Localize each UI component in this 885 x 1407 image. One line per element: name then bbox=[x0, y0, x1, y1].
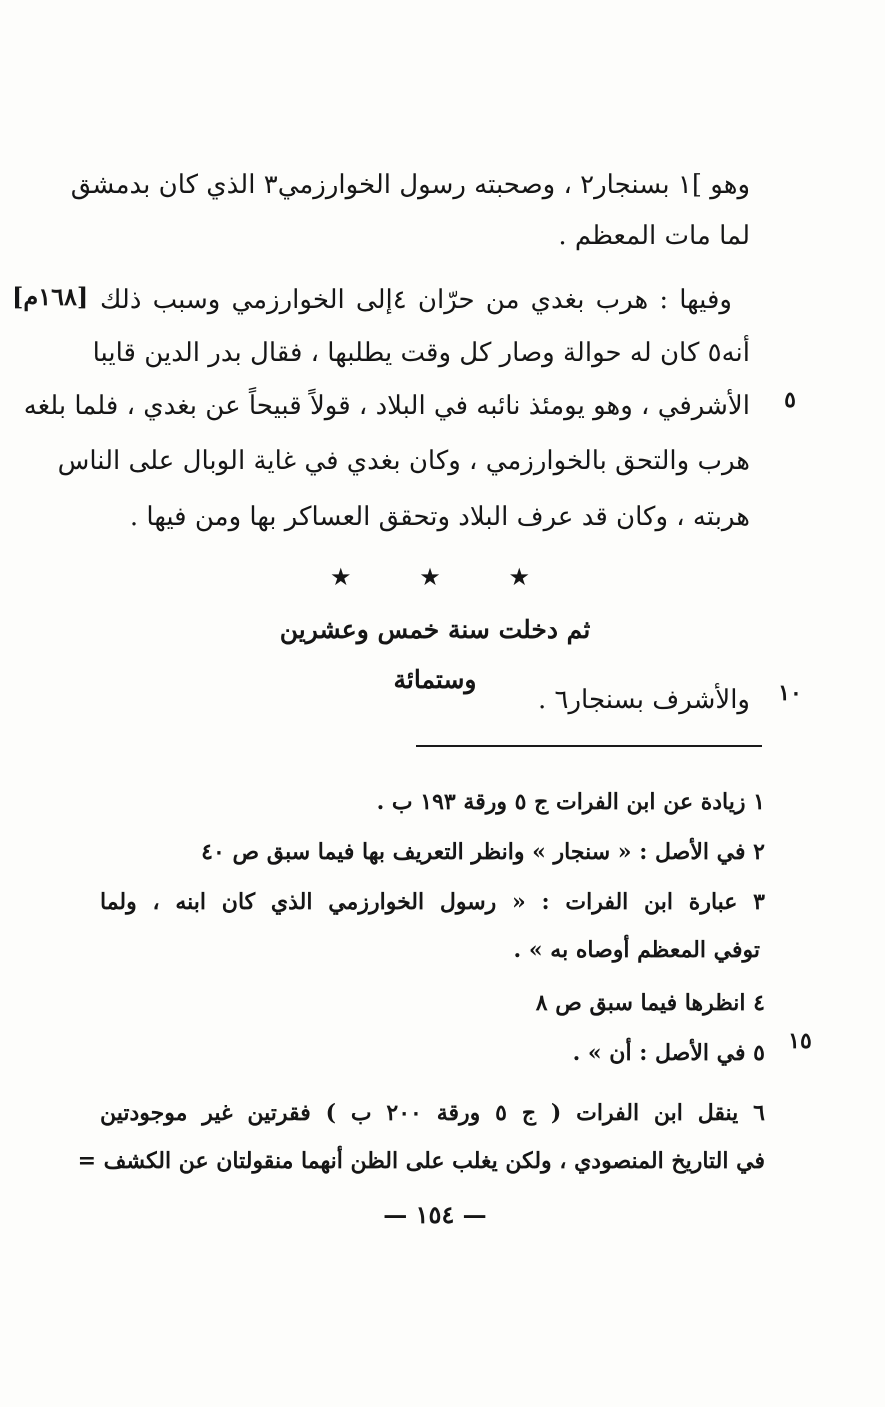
page-number: — ١٥٤ — bbox=[383, 1200, 487, 1229]
footnote-6: ٦ ينقل ابن الفرات ( ج ٥ ورقة ٢٠٠ ب ) فقرتين غير موجودتين bbox=[100, 1100, 765, 1126]
body-line-4: أنه٥ كان له حوالة وصار كل وقت يطلبها ، فقال بدر الدين قايبا bbox=[92, 338, 750, 368]
footnote-2: ٢ في الأصل : « سنجار » وانظر التعريف بها فيما سبق ص ٤٠ bbox=[201, 839, 765, 865]
line-number-15: ١٥ bbox=[788, 1028, 812, 1054]
star-icon: ★ bbox=[508, 563, 530, 591]
section-line: والأشرف بسنجار٦ . bbox=[538, 685, 750, 715]
folio-marker: [١٦٨م] bbox=[12, 282, 89, 311]
body-line-5: الأشرفي ، وهو يومئذ نائبه في البلاد ، قولاً قبيحاً عن بغدي ، فلما بلغه bbox=[23, 391, 750, 421]
body-line-2: لما مات المعظم . bbox=[558, 221, 750, 251]
body-line-7: هربته ، وكان قد عرف البلاد وتحقق العساكر بها ومن فيها . bbox=[129, 502, 750, 532]
footnote-4: ٤ انظرها فيما سبق ص ٨ bbox=[535, 990, 765, 1016]
footnote-5: ٥ في الأصل : أن » . bbox=[572, 1040, 765, 1066]
line-number-5: ٥ bbox=[784, 387, 796, 413]
section-heading: ثم دخلت سنة خمس وعشرين وستمائة bbox=[279, 615, 591, 694]
line-number-10: ١٠ bbox=[778, 680, 802, 706]
body-line-6: هرب والتحق بالخوارزمي ، وكان بغدي في غاية الوبال على الناس bbox=[57, 446, 750, 476]
star-icon: ★ bbox=[330, 563, 352, 591]
footnote-3-cont: توفي المعظم أوصاه به » . bbox=[513, 937, 760, 963]
star-divider bbox=[330, 563, 530, 591]
star-icon: ★ bbox=[419, 563, 441, 591]
footnote-1: ١ زيادة عن ابن الفرات ج ٥ ورقة ١٩٣ ب . bbox=[376, 789, 765, 815]
body-line-3: وفيها : هرب بغدي من حرّان ٤إلى الخوارزمي وسبب ذلك bbox=[100, 285, 732, 315]
footnote-6-cont: في التاريخ المنصودي ، ولكن يغلب على الظن أنهما منقولتان عن الكشف = bbox=[77, 1148, 765, 1174]
footnote-separator bbox=[416, 745, 762, 747]
footnote-3: ٣ عبارة ابن الفرات : « رسول الخوارزمي الذي كان ابنه ، ولما bbox=[100, 889, 765, 915]
body-line-1: وهو ]١ بسنجار٢ ، وصحبته رسول الخوارزمي٣ الذي كان بدمشق bbox=[70, 170, 750, 200]
